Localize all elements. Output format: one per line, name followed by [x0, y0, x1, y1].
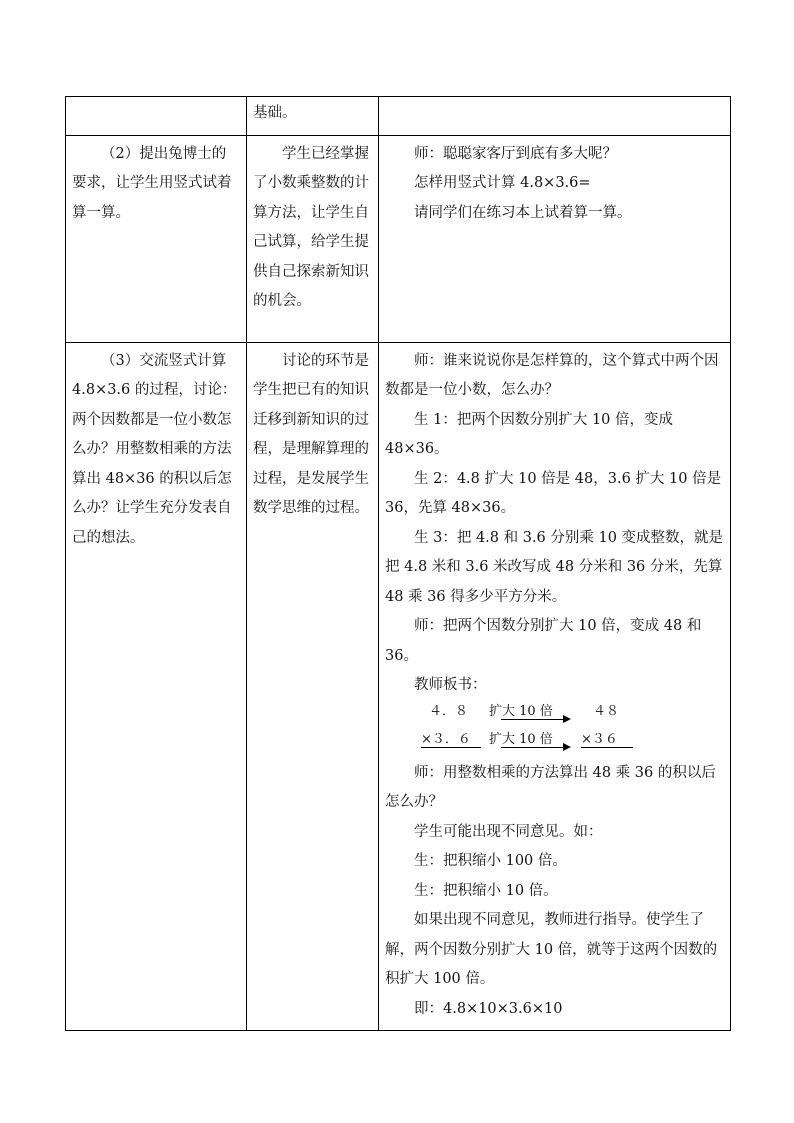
- table-row: [66, 342, 731, 1031]
- cell-activity: [66, 342, 247, 1031]
- dialogue-line: 生 1：把两个因数分别扩大 10 倍，变成 48×36。: [385, 411, 674, 457]
- dialogue-line: 请同学们在练习本上试着算一算。: [414, 204, 632, 221]
- underline: [421, 747, 481, 748]
- board-label-top: 扩大 10 倍: [489, 703, 553, 719]
- intent-text: 讨论的环节是学生把已有的知识迁移到新知识的过程，是理解算理的过程，是发展学生数学思维的过程。: [253, 352, 369, 516]
- table-row: [66, 97, 731, 136]
- underline: [581, 747, 633, 748]
- board-result-b: ×３６: [581, 731, 618, 747]
- activity-text: （2）提出兔博士的要求，让学生用竖式试着算一算。: [72, 145, 232, 221]
- arrow-icon: [501, 747, 569, 748]
- dialogue-line: 即：4.8×10×3.6×10: [414, 1000, 563, 1017]
- board-factor-b: ×３．６: [421, 731, 471, 747]
- intent-text: 基础。: [253, 105, 297, 121]
- board-label-bottom: 扩大 10 倍: [489, 731, 553, 747]
- board-result-a: ４８: [593, 703, 620, 719]
- lesson-plan-table: [65, 96, 731, 1031]
- dialogue-line: 生：把积缩小 100 倍。: [414, 853, 567, 869]
- arrow-icon: [501, 719, 569, 720]
- table-row: [66, 135, 731, 342]
- intent-text: 学生已经掌握了小数乘整数的计算方法，让学生自己试算，给学生提供自己探索新知识的机会。: [253, 145, 369, 309]
- cell-dialogue: [379, 342, 731, 1031]
- blackboard-example: [385, 701, 724, 759]
- cell-intent: [247, 135, 379, 342]
- cell-dialogue: [379, 135, 731, 342]
- dialogue-line: 师：聪聪家客厅到底有多大呢？: [414, 145, 617, 162]
- dialogue-line: 师：用整数相乘的方法算出 48 乘 36 的积以后怎么办？: [385, 764, 716, 810]
- dialogue-line: 生 2：4.8 扩大 10 倍是 48，3.6 扩大 10 倍是 36，先算 48×36。: [385, 470, 722, 516]
- board-factor-a: ４．８: [429, 703, 469, 719]
- dialogue-line: 生 3：把 4.8 和 3.6 分别乘 10 变成整数，就是把 4.8 米和 3.6 米改写成 48 分米和 36 分米，先算 48 乘 36 得多少平方分米。: [385, 529, 724, 605]
- dialogue-line: 师：把两个因数分别扩大 10 倍，变成 48 和 36。: [385, 618, 702, 664]
- dialogue-line: 如果出现不同意见，教师进行指导。使学生了解，两个因数分别扩大 10 倍，就等于这两个因数的积扩大 100 倍。: [385, 912, 718, 987]
- cell-activity: [66, 135, 247, 342]
- dialogue-line: 怎样用竖式计算 4.8×3.6=: [414, 175, 591, 191]
- dialogue-line: 教师板书：: [414, 677, 487, 693]
- dialogue-line: 学生可能出现不同意见。如：: [414, 823, 603, 840]
- cell-intent: [247, 342, 379, 1031]
- dialogue-line: 师：谁来说说你是怎样算的，这个算式中两个因数都是一位小数，怎么办？: [385, 352, 719, 398]
- cell-dialogue: [379, 97, 731, 136]
- cell-intent: [247, 97, 379, 136]
- dialogue-line: 生：把积缩小 10 倍。: [414, 882, 558, 899]
- activity-text: （3）交流竖式计算 4.8×3.6 的过程，讨论：两个因数都是一位小数怎么办？用整数相乘的方法算出 48×36 的积以后怎么办？让学生充分发表自己的想法。: [72, 352, 237, 546]
- cell-activity: [66, 97, 247, 136]
